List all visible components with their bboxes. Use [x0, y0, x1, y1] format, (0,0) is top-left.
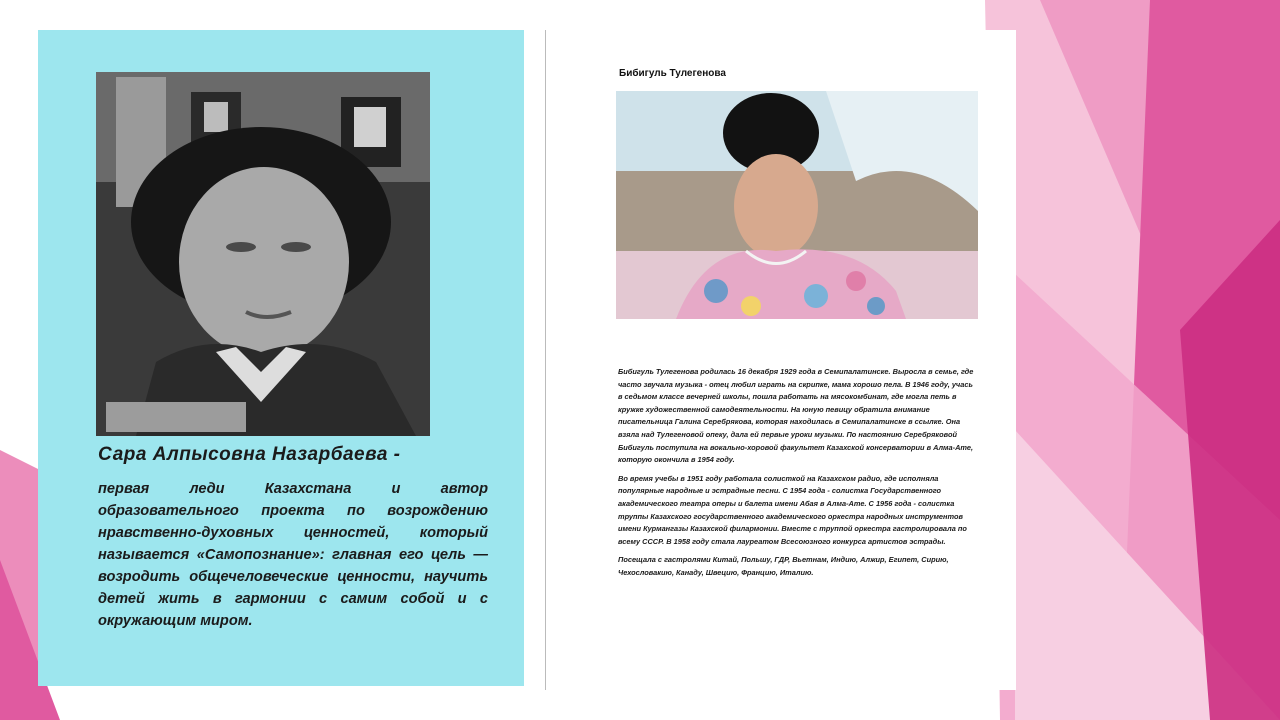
portrait-photo-bibigul-tulegenova	[616, 91, 978, 319]
biography-paragraph: Посещала с гастролями Китай, Польшу, ГДР, Вьетнам, Индию, Алжир, Египет, Сирию, Чехословакию, Канаду, Швецию, Францию, Италию.	[618, 555, 949, 577]
person-description: первая леди Казахстана и автор образовательного проекта по возрождению нравственно-духовных ценностей, который называется «Самопознание»: главная его цель — возродить общечеловеческие ценности, научить детей жить в гармонии с самим собой и с окружающим миром.	[98, 481, 488, 629]
biography-text	[618, 366, 978, 586]
biography-paragraph: Во время учебы в 1951 году работала солисткой на Казахском радио, где исполняла популярные народные и эстрадные песни. С 1954 года - солистка Государственного академического театра оперы и балета имени Абая в Алма-Ате. С 1956 года - солистка труппы Казахского государственного академического оркестра народных инструментов имени Курмангазы Казахской филармонии. Вместе с труппой оркестра гастролировала по всему СССР. В 1958 году стала лауреатом Всесоюзного конкурса артистов эстрады.	[618, 473, 967, 546]
right-scanned-page	[545, 30, 1016, 690]
page-title: Бибигуль Тулегенова	[619, 68, 726, 79]
left-scanned-page	[38, 30, 524, 686]
biography-paragraph: Бибигуль Тулегенова родилась 16 декабря 1929 года в Семипалатинске. Выросла в семье, где часто звучала музыка - отец любил играть на скрипке, мама хорошо пела. В 1946 году, учась в седьмом классе вечерней школы, пошла работать на мясокомбинат, где могла петь в кружке художественной самодеятельности. На юную певицу обратила внимание писательница Галина Серебрякова, которая находилась в Семипалатинске в ссылке. Она взяла над Тулегеновой опеку, дала ей первые уроки музыки. По настоянию Серебряковой Бибигуль поступила на вокально-хоровой факультет Казахской консерватории в Алма-Ате, которую окончила в 1954 году.	[618, 367, 974, 465]
portrait-photo-sara-nazarbayeva	[96, 72, 430, 436]
person-name-heading: Сара Алпысовна Назарбаева -	[98, 444, 401, 465]
